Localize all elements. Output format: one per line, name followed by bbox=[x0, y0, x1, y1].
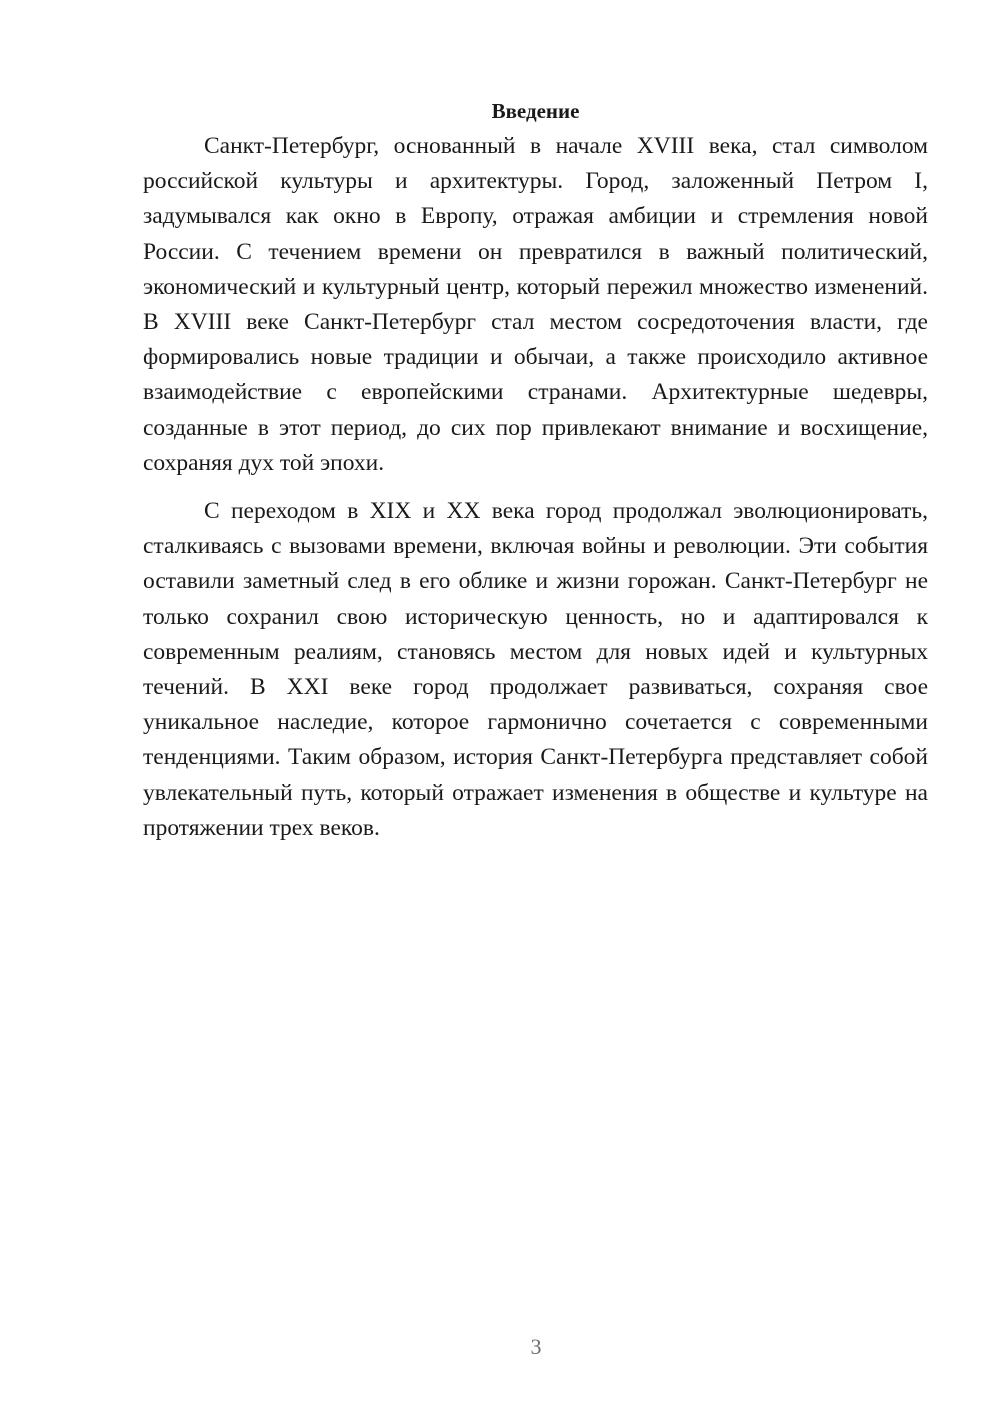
section-title: Введение bbox=[491, 99, 580, 123]
page-number: 3 bbox=[530, 1334, 542, 1359]
page-content bbox=[143, 96, 928, 846]
paragraph-1: Санкт-Петербург, основанный в начале XVIII века, стал символом российской культуры и архитектуры. Город, заложенный Петром I, задумывался как окно в Европу, отражая амбиции и стремления новой России. С течением времени он превратился в важный политический, экономический и культурный центр, который пережил множество изменений. В XVIII веке Санкт-Петербург стал местом сосредоточения власти, где формировались новые традиции и обычаи, а также происходило активное взаимодействие с европейскими странами. Архитектурные шедевры, созданные в этот период, до сих пор привлекают внимание и восхищение, сохраняя дух той эпохи. bbox=[143, 133, 928, 476]
paragraph-2: С переходом в XIX и XX века город продолжал эволюционировать, сталкиваясь с вызовами времени, включая войны и революции. Эти события оставили заметный след в его облике и жизни горожан. Санкт-Петербург не только сохранил свою историческую ценность, но и адаптировался к современным реалиям, становясь местом для новых идей и культурных течений. В XXI веке город продолжает развиваться, сохраняя свое уникальное наследие, которое гармонично сочетается с современными тенденциями. Таким образом, история Санкт-Петербурга представляет собой увлекательный путь, который отражает изменения в обществе и культуре на протяжении трех веков. bbox=[143, 498, 928, 841]
